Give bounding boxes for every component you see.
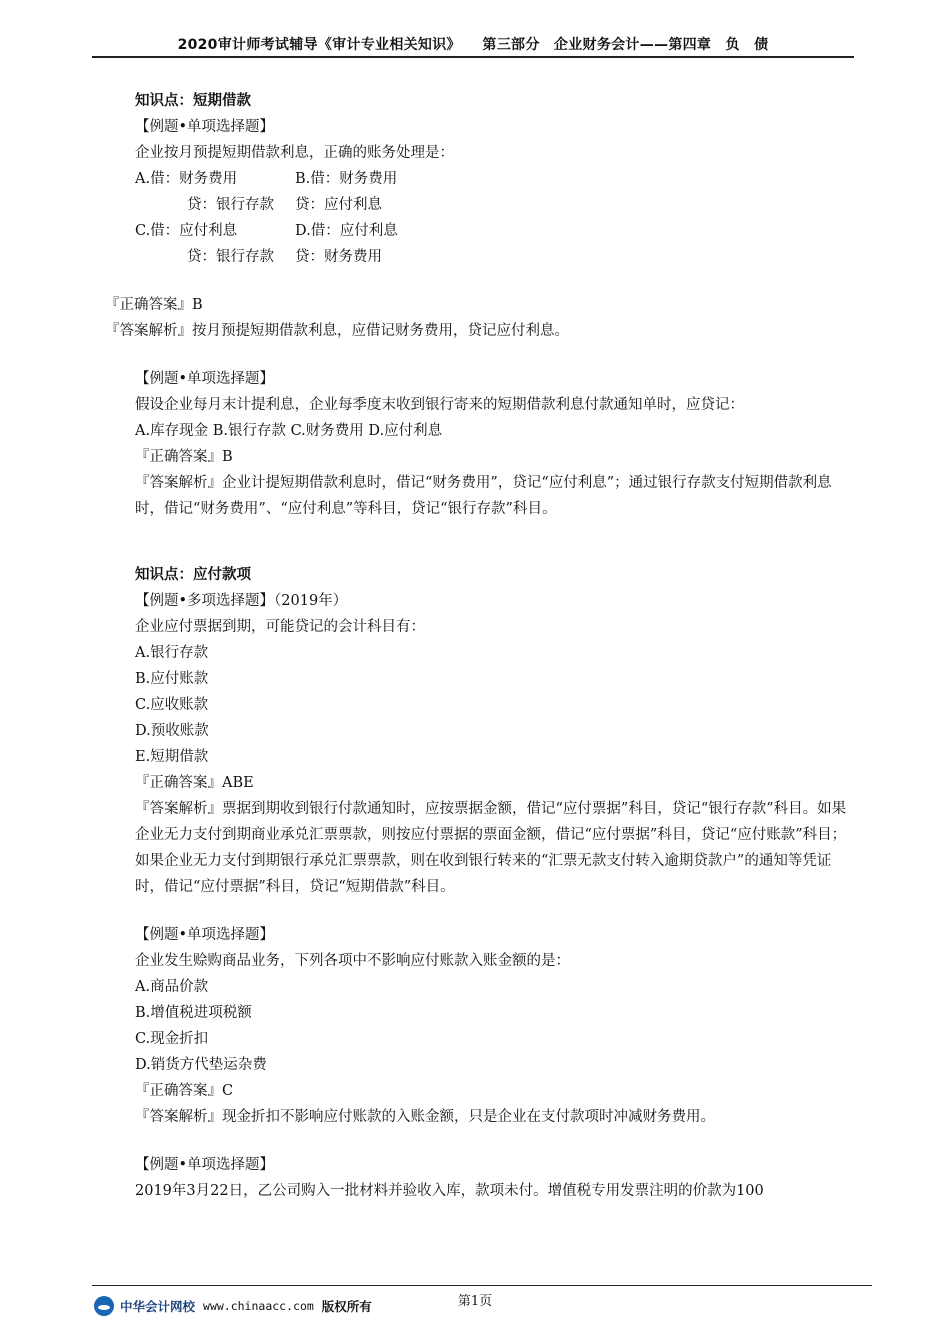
site-url: www.chinaacc.com: [203, 1299, 314, 1313]
spacer: [135, 1130, 855, 1152]
option-row: [135, 218, 855, 244]
option-b-debit: B.借：财务费用: [295, 171, 398, 187]
correct-answer: 『正确答案』B: [135, 449, 233, 465]
option-b-credit: 贷：应付利息: [295, 197, 382, 213]
header-rule: [92, 56, 854, 58]
option-c: C.现金折扣: [135, 1031, 209, 1047]
page-header: 2020审计师考试辅导《审计专业相关知识》 第三部分 企业财务会计——第四章 负 债: [177, 37, 769, 53]
answer-analysis: 『答案解析』票据到期收到银行付款通知时，应按票据金额，借记“应付票据”科目，贷记“银行存款”科目。如果企业无力支付到期商业承兑汇票票款，则按应付票据的票面金额，借记“应付票据”科目，贷记“应付账款”科目；如果企业无力支付到期银行承兑汇票票款，则在收到银行转来的“汇票无款支付转入逾期贷款户”的通知等凭证时，借记“应付票据”科目，贷记“短期借款”科目。: [135, 801, 847, 895]
correct-answer: 『正确答案』C: [135, 1083, 234, 1099]
option-a-credit: 贷：银行存款: [187, 197, 274, 213]
correct-answer: 『正确答案』ABE: [135, 775, 254, 791]
question-type: 【例题•单项选择题】: [135, 1157, 275, 1173]
option-d: D.销货方代垫运杂费: [135, 1057, 267, 1073]
section-title-short-term-loans: 知识点：短期借款: [135, 93, 251, 109]
question-type: 【例题•单项选择题】: [135, 927, 275, 943]
option-c-debit: C.借：应付利息: [135, 223, 238, 239]
brand-name: 中华会计网校: [120, 1299, 196, 1314]
option-d: D.预收账款: [135, 723, 209, 739]
question-type: 【例题•单项选择题】: [135, 119, 275, 135]
answer-analysis: 『答案解析』现金折扣不影响应付账款的入账金额，只是企业在支付款项时冲减财务费用。: [135, 1109, 715, 1125]
answer-analysis: 『答案解析』按月预提短期借款利息，应借记财务费用，贷记应付利息。: [105, 323, 569, 339]
option-a-debit: A.借：财务费用: [135, 171, 238, 187]
correct-answer: 『正确答案』B: [105, 297, 203, 313]
copyright-text: 版权所有: [321, 1299, 372, 1314]
answer-analysis: 『答案解析』企业计提短期借款利息时，借记“财务费用”，贷记“应付利息”；通过银行存款支付短期借款利息时，借记“财务费用”、“应付利息”等科目，贷记“银行存款”科目。: [135, 475, 832, 517]
option-row: [135, 192, 855, 218]
option-a: A.商品价款: [135, 979, 209, 995]
question-type: 【例题•多项选择题】（2019年）: [135, 593, 348, 609]
option-e: E.短期借款: [135, 749, 209, 765]
spacer: [135, 270, 855, 292]
spacer: [135, 522, 855, 562]
question-stem: 企业应付票据到期，可能贷记的会计科目有：: [135, 619, 425, 635]
footer-rule: [92, 1285, 872, 1286]
section-title-payables: 知识点：应付款项: [135, 567, 251, 583]
option-row: [135, 166, 855, 192]
question-stem: 2019年3月22日，乙公司购入一批材料并验收入库，款项未付。增值税专用发票注明的价款为100: [135, 1183, 764, 1199]
page-number: 第1页: [457, 1294, 493, 1309]
option-row: [135, 244, 855, 270]
chinaacc-logo-icon: [94, 1296, 114, 1316]
option-d-credit: 贷：财务费用: [295, 249, 382, 265]
option-d-debit: D.借：应付利息: [295, 223, 398, 239]
spacer: [135, 900, 855, 922]
spacer: [135, 344, 855, 366]
footer-brand: [94, 1296, 372, 1316]
question-stem: 假设企业每月末计提利息，企业每季度末收到银行寄来的短期借款利息付款通知单时，应贷记：: [135, 397, 744, 413]
question-stem: 企业按月预提短期借款利息，正确的账务处理是：: [135, 145, 454, 161]
option-c-credit: 贷：银行存款: [187, 249, 274, 265]
option-a: A.银行存款: [135, 645, 209, 661]
question-type: 【例题•单项选择题】: [135, 371, 275, 387]
option-b: B.增值税进项税额: [135, 1005, 252, 1021]
question-stem: 企业发生赊购商品业务，下列各项中不影响应付账款入账金额的是：: [135, 953, 570, 969]
document-body: [105, 88, 855, 1204]
question-options: A.库存现金 B.银行存款 C.财务费用 D.应付利息: [135, 423, 443, 439]
option-b: B.应付账款: [135, 671, 209, 687]
option-c: C.应收账款: [135, 697, 209, 713]
